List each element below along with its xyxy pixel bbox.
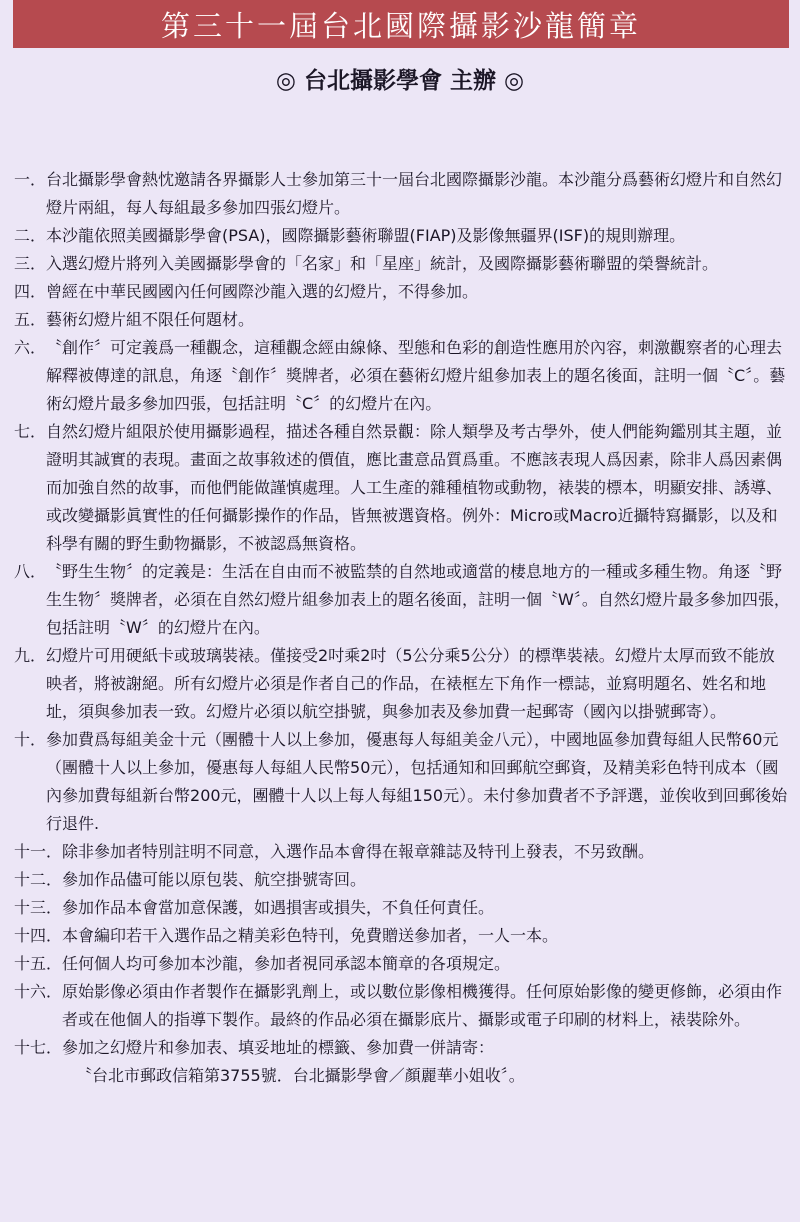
rule-item	[14, 642, 790, 726]
rule-item	[14, 278, 790, 306]
rule-item	[14, 922, 790, 950]
rule-text: 藝術幻燈片組不限任何題材。	[46, 310, 255, 329]
rule-text: 入選幻燈片將列入美國攝影學會的「名家」和「星座」統計，及國際攝影藝術聯盟的榮譽統計。	[46, 254, 719, 273]
rule-number: 三．	[14, 254, 47, 273]
rule-number: 十．	[14, 730, 47, 749]
rule-item	[14, 726, 790, 838]
rule-number: 四．	[14, 282, 47, 301]
rule-number: 九．	[14, 646, 47, 665]
rule-text: 〝創作〞可定義爲一種觀念，這種觀念經由線條、型態和色彩的創造性應用於內容，刺激觀察者的心理去解釋被傳達的訊息，角逐〝創作〞獎牌者，必須在藝術幻燈片組參加表上的題名後面，註明一個〝C〞。藝術幻燈片最多參加四張，包括註明〝C〞的幻燈片在內。	[46, 338, 786, 413]
rule-item	[14, 838, 790, 866]
rule-number: 七．	[14, 422, 47, 441]
rule-item	[14, 950, 790, 978]
organizer-line: ◎ 台北攝影學會 主辦 ◎	[275, 68, 525, 94]
rule-item	[14, 978, 790, 1034]
rule-number: 五．	[14, 310, 47, 329]
rule-text: 參加作品本會當加意保護，如遇損害或損失，不負任何責任。	[62, 898, 495, 917]
rule-text: 曾經在中華民國國內任何國際沙龍入選的幻燈片，不得參加。	[46, 282, 479, 301]
rule-number: 六．	[14, 338, 47, 357]
rule-item	[14, 894, 790, 922]
rule-item	[14, 1034, 790, 1062]
rule-text: 台北攝影學會熱忱邀請各界攝影人士參加第三十一屆台北國際攝影沙龍。本沙龍分爲藝術幻燈片和自然幻燈片兩組，每人每組最多參加四張幻燈片。	[46, 170, 783, 217]
rule-item	[14, 418, 790, 558]
rule-text: 自然幻燈片組限於使用攝影過程，描述各種自然景觀：除人類學及考古學外，使人們能夠鑑別其主題，並證明其誠實的表現。畫面之故事敘述的價值，應比畫意品質爲重。不應該表現人爲因素，除非人爲因素偶而加強自然的故事，而他們能做謹慎處理。人工生產的雜種植物或動物，裱裝的標本，明顯安排、誘導、或改變攝影眞實性的任何攝影操作的作品，皆無被選資格。例外：Micro或Macro近攝特寫攝影，以及和科學有關的野生動物攝影，不被認爲無資格。	[46, 422, 783, 553]
page-title: 第三十一屆台北國際攝影沙龍簡章	[13, 0, 789, 48]
rule-item	[14, 558, 790, 642]
rules-list	[14, 166, 790, 1090]
rule-item	[14, 222, 790, 250]
rule-text: 任何個人均可參加本沙龍，參加者視同承認本簡章的各項規定。	[62, 954, 511, 973]
rule-number: 一．	[14, 170, 47, 189]
rule-text: 本會編印若干入選作品之精美彩色特刊，免費贈送參加者，一人一本。	[62, 926, 559, 945]
rule-number: 十七．	[14, 1038, 63, 1057]
rule-item	[14, 166, 790, 222]
rule-number: 十三．	[14, 898, 63, 917]
rule-number: 二．	[14, 226, 47, 245]
rule-item	[14, 250, 790, 278]
rule-text: 原始影像必須由作者製作在攝影乳劑上，或以數位影像相機獲得。任何原始影像的變更修飾，必須由作者或在他個人的指導下製作。最終的作品必須在攝影底片、攝影或電子印刷的材料上，裱裝除外。	[62, 982, 783, 1029]
rule-text: 參加之幻燈片和參加表、填妥地址的標籤、參加費一併請寄：	[62, 1038, 495, 1057]
rule-number: 十四．	[14, 926, 63, 945]
rule-number: 十一．	[14, 842, 63, 861]
mailing-address: 〝台北市郵政信箱第3755號．台北攝影學會／顏麗華小姐收〞。	[76, 1066, 525, 1085]
rule-text: 〝野生生物〞的定義是：生活在自由而不被監禁的自然地或適當的棲息地方的一種或多種生物。角逐〝野生生物〞獎牌者，必須在自然幻燈片組參加表上的題名後面，註明一個〝W〞。自然幻燈片最多參加四張，包括註明〝W〞的幻燈片在內。	[46, 562, 790, 637]
rule-text: 本沙龍依照美國攝影學會(PSA)，國際攝影藝術聯盟(FIAP)及影像無疆界(ISF)的規則辦理。	[46, 226, 686, 245]
rule-item	[14, 334, 790, 418]
rule-number: 十二．	[14, 870, 63, 889]
rule-text: 參加作品儘可能以原包裝、航空掛號寄回。	[62, 870, 367, 889]
rule-text: 幻燈片可用硬紙卡或玻璃裝裱。僅接受2吋乘2吋（5公分乘5公分）的標準裝裱。幻燈片太厚而致不能放映者，將被謝絕。所有幻燈片必須是作者自己的作品，在裱框左下角作一標誌，並寫明題名、姓名和地址，須與參加表一致。幻燈片必須以航空掛號，與參加表及參加費一起郵寄（國內以掛號郵寄）。	[46, 646, 775, 721]
rule-text: 參加費爲每組美金十元（團體十人以上參加，優惠每人每組美金八元），中國地區參加費每組人民幣60元（團體十人以上參加，優惠每人每組人民幣50元），包括通知和回郵航空郵資，及精美彩色特刊成本（國內參加費每組新台幣200元，團體十人以上每人每組150元）。未付參加費者不予評選，並俟收到回郵後始行退件.	[46, 730, 788, 833]
rule-number: 十六．	[14, 982, 63, 1001]
rule-item	[14, 866, 790, 894]
rule-number: 十五．	[14, 954, 63, 973]
rule-item	[14, 306, 790, 334]
rule-number: 八．	[14, 562, 47, 581]
rule-text: 除非參加者特別註明不同意，入選作品本會得在報章雜誌及特刊上發表，不另致酬。	[62, 842, 655, 861]
